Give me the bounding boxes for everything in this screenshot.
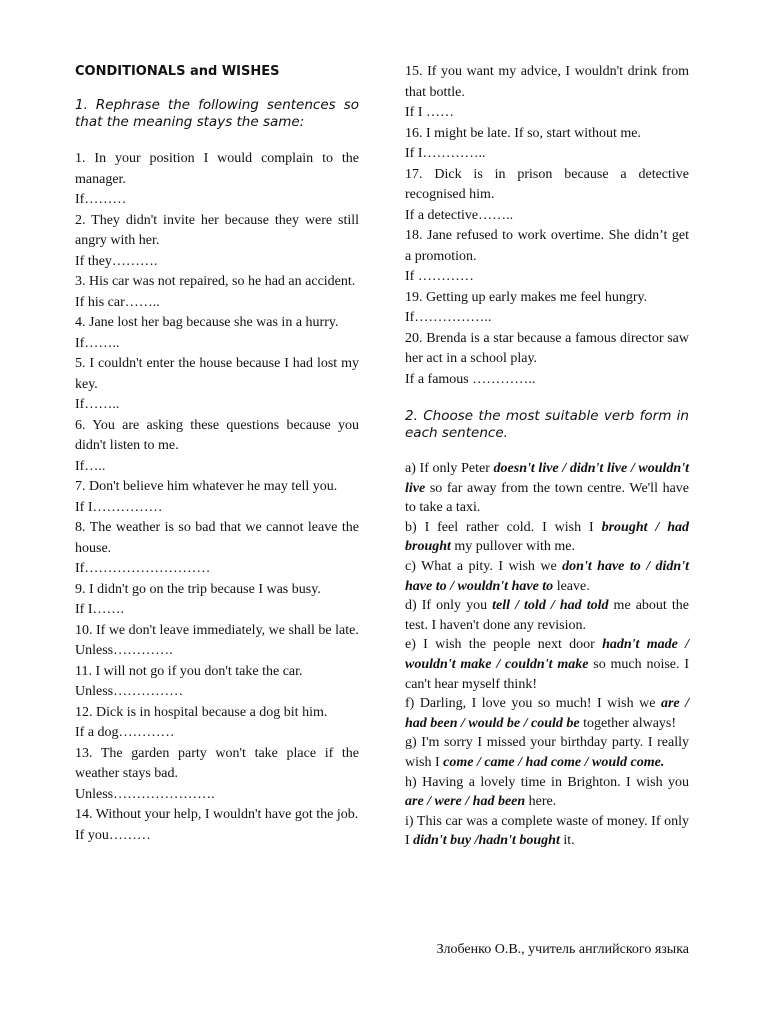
answer-prompt: If you……… [75, 827, 151, 843]
verb-options: don't have to / didn't have to / wouldn't have to [405, 558, 689, 594]
sentence-end: it. [559, 833, 575, 849]
right-column [405, 62, 689, 851]
answer-prompt: Unless…………. [75, 643, 173, 658]
exercise-sentence: 17. Dick is in prison because a detective recognised him. [405, 166, 689, 202]
sentence-end: leave. [553, 578, 590, 594]
task2-list [405, 459, 689, 851]
exercise-sentence: 4. Jane lost her bag because she was in a hurry. [75, 315, 339, 330]
answer-prompt: If I …… [405, 105, 454, 120]
exercise-sentence: 13. The garden party won't take place if the weather stays bad. [75, 745, 359, 781]
choice-sentence [405, 773, 689, 812]
choice-sentence [405, 596, 689, 635]
exercise-sentence: 20. Brenda is a star because a famous director saw her act in a school play. [405, 330, 689, 366]
answer-prompt: Unless…………………. [75, 786, 215, 802]
task1-heading: 1. Rephrase the following sentences so that the meaning stays the same: [75, 97, 359, 130]
verb-options: are / had been / would be / could be [405, 696, 689, 731]
author-footer: Злобенко О.В., учитель английского языка [436, 942, 689, 957]
answer-prompt: If……… [75, 192, 127, 207]
verb-options: come / came / had come / would come. [443, 754, 665, 770]
exercise-sentence: 18. Jane refused to work overtime. She didn’t get a promotion. [405, 228, 689, 264]
choice-sentence [405, 635, 689, 694]
left-column [75, 62, 359, 846]
task1-list-continued [405, 62, 689, 390]
answer-prompt: If ………… [405, 269, 474, 284]
exercise-sentence: 7. Don't believe him whatever he may tell you. [75, 479, 338, 494]
choice-sentence [405, 518, 689, 557]
exercise-sentence: 11. I will not go if you don't take the car. [75, 663, 303, 679]
exercise-sentence: 1. In your position I would complain to the manager. [75, 151, 359, 187]
sentence-end: my pullover with me. [450, 539, 575, 555]
exercise-sentence: 12. Dick is in hospital because a dog bit him. [75, 704, 328, 720]
sentence-start: c) What a pity. I wish we [405, 558, 563, 574]
verb-options: didn't buy /hadn't bought [413, 833, 560, 849]
sentence-start: h) Having a lovely time in Brighton. I wish you [405, 774, 689, 790]
choice-sentence [405, 459, 689, 518]
exercise-sentence: 10. If we don't leave immediately, we shall be late. [75, 622, 359, 638]
answer-prompt: If a famous ………….. [405, 371, 536, 387]
page-title: CONDITIONALS and WISHES [75, 64, 280, 79]
sentence-end: so much noise. I can't hear myself think! [405, 656, 689, 692]
sentence-end: so far away from the town centre. We'll have to take a taxi. [405, 480, 689, 516]
answer-prompt: If…………….. [405, 310, 492, 325]
choice-sentence [405, 694, 689, 733]
choice-sentence [405, 812, 689, 851]
task1-list [75, 149, 359, 846]
sentence-end: together always! [579, 715, 677, 731]
sentence-start: i) This car was a complete waste of money. If only I [405, 813, 689, 849]
verb-options: are / were / had been [405, 794, 526, 810]
sentence-start: a) If only Peter [405, 461, 494, 476]
answer-prompt: If…….. [75, 335, 120, 351]
verb-options: brought / had brought [405, 519, 689, 555]
exercise-sentence: 3. His car was not repaired, so he had an accident. [75, 274, 356, 289]
answer-prompt: If….. [75, 458, 106, 474]
sentence-end: me about the test. I haven't done any revision. [405, 598, 689, 633]
choice-sentence [405, 733, 689, 772]
sentence-start: g) I'm sorry I missed your birthday party. I really wish I [405, 735, 689, 770]
sentence-end: here. [525, 794, 557, 810]
exercise-sentence: 14. Without your help, I wouldn't have got the job. [75, 807, 359, 822]
exercise-sentence: 8. The weather is so bad that we cannot leave the house. [75, 520, 359, 556]
exercise-sentence: 15. If you want my advice, I wouldn't drink from that bottle. [405, 64, 689, 100]
answer-prompt: If a dog………… [75, 725, 175, 740]
sentence-start: d) If only you [405, 598, 493, 614]
answer-prompt: If his car…….. [75, 294, 160, 310]
sentence-start: b) I feel rather cold. I wish I [405, 519, 602, 535]
verb-options: doesn't live / didn't live / wouldn't live [405, 461, 689, 496]
exercise-sentence: 9. I didn't go on the trip because I was busy. [75, 581, 321, 597]
answer-prompt: If I…………… [75, 499, 163, 515]
answer-prompt: If I……. [75, 602, 124, 617]
verb-options: hadn't made / wouldn't make / couldn't make [405, 637, 689, 672]
sentence-start: e) I wish the people next door [405, 637, 603, 653]
answer-prompt: If…….. [75, 397, 120, 412]
answer-prompt: Unless…………… [75, 684, 184, 699]
answer-prompt: If……………………… [75, 561, 211, 576]
task2-heading: 2. Choose the most suitable verb form in each sentence. [405, 408, 689, 441]
exercise-sentence: 5. I couldn't enter the house because I had lost my key. [75, 356, 359, 392]
answer-prompt: If I………….. [405, 146, 486, 161]
choice-sentence [405, 557, 689, 596]
exercise-sentence: 6. You are asking these questions because you didn't listen to me. [75, 417, 359, 453]
answer-prompt: If they………. [75, 253, 158, 269]
verb-options: tell / told / had told [492, 598, 609, 614]
exercise-sentence: 19. Getting up early makes me feel hungry. [405, 289, 648, 305]
exercise-sentence: 16. I might be late. If so, start without me. [405, 125, 642, 141]
answer-prompt: If a detective…….. [405, 207, 514, 223]
exercise-sentence: 2. They didn't invite her because they were still angry with her. [75, 212, 359, 248]
sentence-start: f) Darling, I love you so much! I wish we [405, 696, 661, 712]
